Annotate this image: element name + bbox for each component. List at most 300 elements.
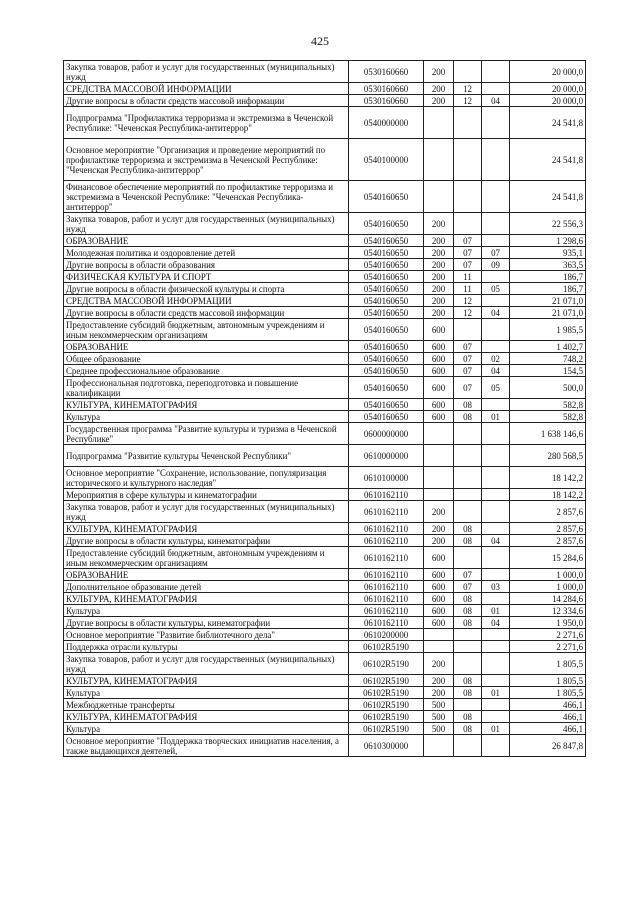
table-row xyxy=(64,547,586,569)
cell-code: 06102R5190 xyxy=(349,675,424,687)
cell-rz: 07 xyxy=(454,235,482,247)
cell-amount: 466,1 xyxy=(510,711,586,723)
cell-code: 06102R5190 xyxy=(349,687,424,699)
cell-pr xyxy=(482,641,510,653)
cell-name: Другие вопросы в области средств массовой информации xyxy=(64,307,349,319)
cell-vr: 200 xyxy=(424,687,454,699)
cell-rz xyxy=(454,653,482,675)
cell-pr xyxy=(482,593,510,605)
cell-rz xyxy=(454,445,482,467)
cell-amount: 280 568,5 xyxy=(510,445,586,467)
cell-code: 0610162110 xyxy=(349,535,424,547)
cell-name: КУЛЬТУРА, КИНЕМАТОГРАФИЯ xyxy=(64,593,349,605)
cell-vr: 600 xyxy=(424,353,454,365)
cell-vr xyxy=(424,735,454,757)
cell-amount: 186,7 xyxy=(510,283,586,295)
cell-pr xyxy=(482,711,510,723)
cell-rz: 07 xyxy=(454,581,482,593)
cell-rz: 07 xyxy=(454,259,482,271)
cell-code: 0610200000 xyxy=(349,629,424,641)
cell-code: 06102R5190 xyxy=(349,641,424,653)
cell-code: 06102R5190 xyxy=(349,711,424,723)
cell-pr xyxy=(482,235,510,247)
cell-vr: 200 xyxy=(424,271,454,283)
cell-code: 0530160660 xyxy=(349,83,424,95)
table-row xyxy=(64,271,586,283)
table-row xyxy=(64,581,586,593)
table-row xyxy=(64,83,586,95)
cell-code: 0610162110 xyxy=(349,501,424,523)
cell-rz: 08 xyxy=(454,711,482,723)
cell-code: 0540160650 xyxy=(349,283,424,295)
cell-rz xyxy=(454,61,482,83)
cell-code: 0540160650 xyxy=(349,365,424,377)
table-row xyxy=(64,467,586,489)
cell-name: Закупка товаров, работ и услуг для государственных (муниципальных) нужд xyxy=(64,213,349,235)
cell-rz: 07 xyxy=(454,377,482,399)
cell-name: Профессиональная подготовка, переподготовка и повышение квалификации xyxy=(64,377,349,399)
cell-code: 0540160650 xyxy=(349,341,424,353)
cell-name: СРЕДСТВА МАССОВОЙ ИНФОРМАЦИИ xyxy=(64,83,349,95)
cell-pr xyxy=(482,271,510,283)
table-row xyxy=(64,377,586,399)
cell-name: Общее образование xyxy=(64,353,349,365)
cell-amount: 21 071,0 xyxy=(510,307,586,319)
cell-code: 0540160650 xyxy=(349,181,424,213)
cell-code: 0540160650 xyxy=(349,259,424,271)
cell-pr xyxy=(482,653,510,675)
cell-pr: 07 xyxy=(482,247,510,259)
cell-code: 0610162110 xyxy=(349,581,424,593)
cell-vr xyxy=(424,423,454,445)
cell-name: Другие вопросы в области средств массовой информации xyxy=(64,95,349,107)
cell-code: 0610162110 xyxy=(349,547,424,569)
cell-amount: 1 402,7 xyxy=(510,341,586,353)
table-row xyxy=(64,181,586,213)
cell-name: Другие вопросы в области культуры, кинематографии xyxy=(64,535,349,547)
cell-vr: 200 xyxy=(424,95,454,107)
cell-name: Предоставление субсидий бюджетным, автономным учреждениям и иным некоммерческим организациям xyxy=(64,547,349,569)
cell-pr: 05 xyxy=(482,377,510,399)
cell-code: 0540160650 xyxy=(349,247,424,259)
table-row xyxy=(64,319,586,341)
cell-vr: 500 xyxy=(424,699,454,711)
cell-vr: 600 xyxy=(424,399,454,411)
table-row xyxy=(64,641,586,653)
cell-amount: 20 000,0 xyxy=(510,95,586,107)
cell-code: 0610000000 xyxy=(349,445,424,467)
cell-vr xyxy=(424,139,454,181)
cell-rz xyxy=(454,699,482,711)
cell-vr xyxy=(424,467,454,489)
table-row xyxy=(64,235,586,247)
cell-code: 0610162110 xyxy=(349,605,424,617)
cell-amount: 1 805,5 xyxy=(510,675,586,687)
table-row xyxy=(64,445,586,467)
table-row xyxy=(64,353,586,365)
cell-vr xyxy=(424,445,454,467)
budget-table xyxy=(63,60,586,757)
cell-name: ОБРАЗОВАНИЕ xyxy=(64,341,349,353)
cell-amount: 18 142,2 xyxy=(510,467,586,489)
cell-pr xyxy=(482,467,510,489)
table-row xyxy=(64,423,586,445)
cell-amount: 1 805,5 xyxy=(510,653,586,675)
cell-amount: 154,5 xyxy=(510,365,586,377)
cell-amount: 20 000,0 xyxy=(510,83,586,95)
cell-amount: 466,1 xyxy=(510,699,586,711)
cell-rz xyxy=(454,181,482,213)
cell-name: КУЛЬТУРА, КИНЕМАТОГРАФИЯ xyxy=(64,711,349,723)
cell-rz xyxy=(454,489,482,501)
cell-pr xyxy=(482,181,510,213)
cell-code: 0530160660 xyxy=(349,95,424,107)
cell-vr: 200 xyxy=(424,83,454,95)
cell-amount: 24 541,8 xyxy=(510,181,586,213)
cell-code: 0610100000 xyxy=(349,467,424,489)
cell-vr: 200 xyxy=(424,61,454,83)
cell-vr: 200 xyxy=(424,235,454,247)
cell-name: Культура xyxy=(64,411,349,423)
cell-pr xyxy=(482,699,510,711)
cell-rz: 07 xyxy=(454,247,482,259)
cell-rz: 07 xyxy=(454,353,482,365)
cell-code: 0610300000 xyxy=(349,735,424,757)
cell-rz xyxy=(454,423,482,445)
cell-amount: 935,1 xyxy=(510,247,586,259)
cell-pr xyxy=(482,489,510,501)
cell-vr: 200 xyxy=(424,283,454,295)
cell-vr: 200 xyxy=(424,295,454,307)
cell-pr: 01 xyxy=(482,605,510,617)
table-row xyxy=(64,593,586,605)
cell-pr xyxy=(482,61,510,83)
cell-amount: 2 271,6 xyxy=(510,641,586,653)
table-row xyxy=(64,61,586,83)
table-row xyxy=(64,139,586,181)
cell-name: Основное мероприятие "Поддержка творческих инициатив населения, а также выдающихся деятелей, xyxy=(64,735,349,757)
cell-pr xyxy=(482,735,510,757)
cell-vr: 200 xyxy=(424,523,454,535)
cell-pr: 01 xyxy=(482,723,510,735)
cell-amount: 2 271,6 xyxy=(510,629,586,641)
table-row xyxy=(64,535,586,547)
cell-rz: 11 xyxy=(454,271,482,283)
cell-name: Финансовое обеспечение мероприятий по профилактике терроризма и экстремизма в Чеченской Республике: "Чеченская Республика-антитеррор" xyxy=(64,181,349,213)
table-row xyxy=(64,247,586,259)
cell-pr: 05 xyxy=(482,283,510,295)
cell-vr: 600 xyxy=(424,377,454,399)
cell-rz xyxy=(454,139,482,181)
table-row xyxy=(64,605,586,617)
table-row xyxy=(64,213,586,235)
cell-code: 06102R5190 xyxy=(349,653,424,675)
cell-pr xyxy=(482,399,510,411)
cell-code: 0610162110 xyxy=(349,489,424,501)
cell-pr xyxy=(482,319,510,341)
cell-name: Другие вопросы в области физической культуры и спорта xyxy=(64,283,349,295)
cell-code: 0540160650 xyxy=(349,235,424,247)
cell-pr: 04 xyxy=(482,535,510,547)
cell-rz xyxy=(454,319,482,341)
cell-rz: 11 xyxy=(454,283,482,295)
cell-rz: 08 xyxy=(454,687,482,699)
cell-pr xyxy=(482,213,510,235)
cell-name: ФИЗИЧЕСКАЯ КУЛЬТУРА И СПОРТ xyxy=(64,271,349,283)
cell-name: Основное мероприятие "Сохранение, использование, популяризация исторического и культурного наследия" xyxy=(64,467,349,489)
cell-code: 0540160650 xyxy=(349,377,424,399)
cell-code: 0540160650 xyxy=(349,399,424,411)
table-row xyxy=(64,687,586,699)
cell-pr xyxy=(482,107,510,139)
cell-rz: 12 xyxy=(454,95,482,107)
cell-pr xyxy=(482,445,510,467)
cell-rz: 08 xyxy=(454,523,482,535)
table-row xyxy=(64,259,586,271)
cell-name: Культура xyxy=(64,605,349,617)
cell-rz xyxy=(454,641,482,653)
cell-pr: 09 xyxy=(482,259,510,271)
table-row xyxy=(64,735,586,757)
cell-vr: 600 xyxy=(424,569,454,581)
cell-code: 0540000000 xyxy=(349,107,424,139)
cell-vr: 500 xyxy=(424,711,454,723)
cell-name: Государственная программа "Развитие культуры и туризма в Чеченской Республике" xyxy=(64,423,349,445)
table-row xyxy=(64,711,586,723)
cell-pr xyxy=(482,83,510,95)
cell-vr: 500 xyxy=(424,723,454,735)
cell-name: Молодежная политика и оздоровление детей xyxy=(64,247,349,259)
cell-amount: 1 638 146,6 xyxy=(510,423,586,445)
cell-name: ОБРАЗОВАНИЕ xyxy=(64,235,349,247)
table-row xyxy=(64,341,586,353)
cell-vr: 200 xyxy=(424,213,454,235)
cell-code: 0540160650 xyxy=(349,271,424,283)
cell-rz: 07 xyxy=(454,341,482,353)
cell-code: 06102R5190 xyxy=(349,723,424,735)
cell-vr: 600 xyxy=(424,605,454,617)
cell-code: 0540160650 xyxy=(349,295,424,307)
cell-name: Подпрограмма "Профилактика терроризма и экстремизма в Чеченской Республике: "Чеченская Республика-антитеррор" xyxy=(64,107,349,139)
cell-name: Культура xyxy=(64,723,349,735)
cell-rz: 08 xyxy=(454,605,482,617)
cell-vr: 200 xyxy=(424,535,454,547)
cell-name: Межбюджетные трансферты xyxy=(64,699,349,711)
table-row xyxy=(64,617,586,629)
cell-amount: 363,5 xyxy=(510,259,586,271)
cell-amount: 15 284,6 xyxy=(510,547,586,569)
cell-amount: 2 857,6 xyxy=(510,523,586,535)
cell-rz: 12 xyxy=(454,295,482,307)
cell-pr: 04 xyxy=(482,365,510,377)
table-row xyxy=(64,569,586,581)
table-row xyxy=(64,501,586,523)
cell-rz: 12 xyxy=(454,307,482,319)
cell-amount: 21 071,0 xyxy=(510,295,586,307)
table-row xyxy=(64,489,586,501)
cell-vr: 600 xyxy=(424,581,454,593)
table-row xyxy=(64,653,586,675)
cell-name: Основное мероприятие "Развитие библиотечного дела" xyxy=(64,629,349,641)
table-row xyxy=(64,411,586,423)
cell-vr xyxy=(424,489,454,501)
cell-amount: 582,8 xyxy=(510,399,586,411)
cell-vr: 600 xyxy=(424,547,454,569)
cell-amount: 748,2 xyxy=(510,353,586,365)
cell-rz xyxy=(454,467,482,489)
cell-name: КУЛЬТУРА, КИНЕМАТОГРАФИЯ xyxy=(64,399,349,411)
cell-amount: 12 334,6 xyxy=(510,605,586,617)
cell-code: 0530160660 xyxy=(349,61,424,83)
cell-rz xyxy=(454,547,482,569)
cell-amount: 2 857,6 xyxy=(510,501,586,523)
cell-code: 0610162110 xyxy=(349,617,424,629)
cell-pr xyxy=(482,295,510,307)
cell-code: 0610162110 xyxy=(349,569,424,581)
cell-name: Среднее профессиональное образование xyxy=(64,365,349,377)
cell-pr: 03 xyxy=(482,581,510,593)
cell-rz: 08 xyxy=(454,617,482,629)
cell-name: Мероприятия в сфере культуры и кинематографии xyxy=(64,489,349,501)
table-row xyxy=(64,107,586,139)
cell-amount: 1 950,0 xyxy=(510,617,586,629)
cell-name: КУЛЬТУРА, КИНЕМАТОГРАФИЯ xyxy=(64,675,349,687)
cell-code: 06102R5190 xyxy=(349,699,424,711)
table-row xyxy=(64,523,586,535)
cell-name: КУЛЬТУРА, КИНЕМАТОГРАФИЯ xyxy=(64,523,349,535)
cell-amount: 466,1 xyxy=(510,723,586,735)
cell-code: 0540160650 xyxy=(349,411,424,423)
cell-vr: 200 xyxy=(424,653,454,675)
cell-rz: 08 xyxy=(454,723,482,735)
cell-amount: 24 541,8 xyxy=(510,139,586,181)
cell-vr: 200 xyxy=(424,675,454,687)
cell-pr xyxy=(482,501,510,523)
cell-amount: 582,8 xyxy=(510,411,586,423)
cell-code: 0610162110 xyxy=(349,523,424,535)
cell-pr: 01 xyxy=(482,687,510,699)
cell-name: Предоставление субсидий бюджетным, автономным учреждениям и иным некоммерческим организациям xyxy=(64,319,349,341)
cell-name: Дополнительное образование детей xyxy=(64,581,349,593)
cell-vr: 200 xyxy=(424,259,454,271)
cell-rz xyxy=(454,213,482,235)
table-row xyxy=(64,365,586,377)
cell-vr: 200 xyxy=(424,247,454,259)
cell-vr: 600 xyxy=(424,341,454,353)
cell-pr xyxy=(482,547,510,569)
cell-amount: 26 847,8 xyxy=(510,735,586,757)
cell-rz: 08 xyxy=(454,675,482,687)
cell-pr xyxy=(482,675,510,687)
cell-pr xyxy=(482,629,510,641)
cell-name: Другие вопросы в области культуры, кинематографии xyxy=(64,617,349,629)
cell-pr: 01 xyxy=(482,411,510,423)
cell-rz: 08 xyxy=(454,535,482,547)
cell-name: Подпрограмма "Развитие культуры Чеченской Республики" xyxy=(64,445,349,467)
cell-name: ОБРАЗОВАНИЕ xyxy=(64,569,349,581)
cell-rz xyxy=(454,629,482,641)
cell-vr: 600 xyxy=(424,411,454,423)
cell-rz xyxy=(454,501,482,523)
table-row xyxy=(64,699,586,711)
cell-code: 0610162110 xyxy=(349,593,424,605)
cell-code: 0540100000 xyxy=(349,139,424,181)
cell-pr xyxy=(482,341,510,353)
cell-amount: 1 985,5 xyxy=(510,319,586,341)
table-row xyxy=(64,95,586,107)
cell-pr: 04 xyxy=(482,307,510,319)
cell-rz: 12 xyxy=(454,83,482,95)
cell-vr: 600 xyxy=(424,365,454,377)
cell-rz: 07 xyxy=(454,569,482,581)
table-row xyxy=(64,295,586,307)
cell-pr: 04 xyxy=(482,617,510,629)
cell-name: Закупка товаров, работ и услуг для государственных (муниципальных) нужд xyxy=(64,653,349,675)
cell-vr: 600 xyxy=(424,593,454,605)
cell-amount: 1 000,0 xyxy=(510,569,586,581)
cell-code: 0540160650 xyxy=(349,307,424,319)
cell-pr: 04 xyxy=(482,95,510,107)
table-row xyxy=(64,307,586,319)
cell-amount: 1 000,0 xyxy=(510,581,586,593)
cell-vr xyxy=(424,629,454,641)
cell-rz xyxy=(454,107,482,139)
cell-pr xyxy=(482,523,510,535)
cell-vr: 600 xyxy=(424,617,454,629)
cell-pr: 02 xyxy=(482,353,510,365)
cell-vr: 600 xyxy=(424,319,454,341)
cell-name: Закупка товаров, работ и услуг для государственных (муниципальных) нужд xyxy=(64,61,349,83)
cell-name: Культура xyxy=(64,687,349,699)
cell-rz: 07 xyxy=(454,365,482,377)
cell-rz: 08 xyxy=(454,411,482,423)
cell-name: Основное мероприятие "Организация и проведение мероприятий по профилактике терроризма и экстремизма в Чеченской Республике: "Чеченская Республика-антитеррор" xyxy=(64,139,349,181)
cell-rz: 08 xyxy=(454,593,482,605)
page-number: 425 xyxy=(311,34,329,48)
cell-name: Закупка товаров, работ и услуг для государственных (муниципальных) нужд xyxy=(64,501,349,523)
cell-amount: 500,0 xyxy=(510,377,586,399)
cell-amount: 1 298,6 xyxy=(510,235,586,247)
cell-pr xyxy=(482,569,510,581)
cell-amount: 20 000,0 xyxy=(510,61,586,83)
cell-amount: 14 284,6 xyxy=(510,593,586,605)
cell-amount: 24 541,8 xyxy=(510,107,586,139)
cell-amount: 1 805,5 xyxy=(510,687,586,699)
cell-code: 0540160650 xyxy=(349,213,424,235)
cell-vr: 200 xyxy=(424,501,454,523)
budget-table-body xyxy=(64,61,586,757)
cell-amount: 22 556,3 xyxy=(510,213,586,235)
cell-vr: 200 xyxy=(424,307,454,319)
table-row xyxy=(64,675,586,687)
table-row xyxy=(64,723,586,735)
cell-pr xyxy=(482,139,510,181)
cell-amount: 186,7 xyxy=(510,271,586,283)
cell-vr xyxy=(424,181,454,213)
cell-name: Поддержка отрасли культуры xyxy=(64,641,349,653)
cell-vr xyxy=(424,641,454,653)
cell-amount: 2 857,6 xyxy=(510,535,586,547)
cell-name: СРЕДСТВА МАССОВОЙ ИНФОРМАЦИИ xyxy=(64,295,349,307)
cell-rz: 08 xyxy=(454,399,482,411)
table-row xyxy=(64,399,586,411)
table-row xyxy=(64,629,586,641)
cell-code: 0540160650 xyxy=(349,353,424,365)
cell-code: 0600000000 xyxy=(349,423,424,445)
cell-name: Другие вопросы в области образования xyxy=(64,259,349,271)
cell-code: 0540160650 xyxy=(349,319,424,341)
cell-amount: 18 142,2 xyxy=(510,489,586,501)
